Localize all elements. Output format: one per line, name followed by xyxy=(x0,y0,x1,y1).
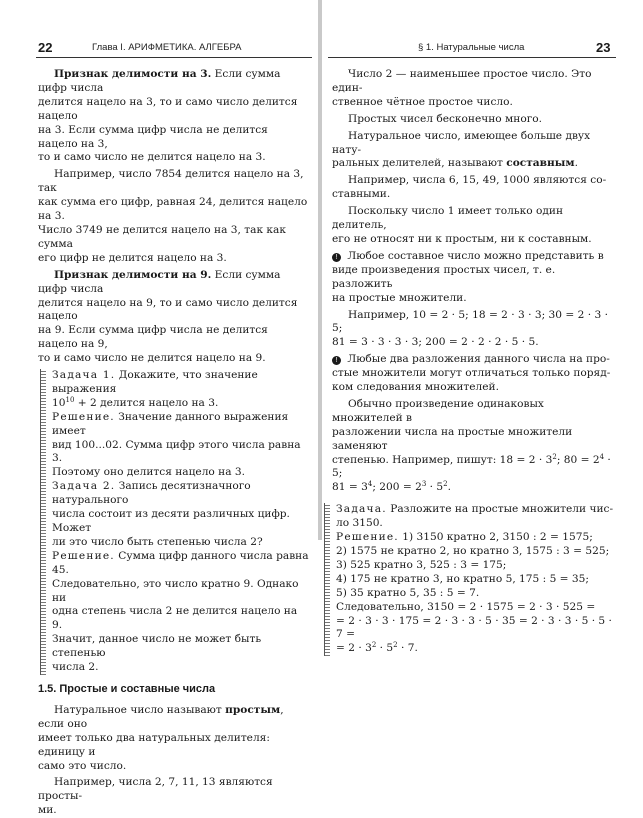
text-line: Сумма цифр данного числа равна 45. xyxy=(52,549,309,576)
rule-title: Признак делимости на 9. xyxy=(54,268,212,281)
text-part: . xyxy=(447,481,451,494)
text-line: разложении числа на простые множители заменяют xyxy=(332,425,573,452)
paragraph xyxy=(38,269,310,297)
text-line: Значение данного выражения имеет xyxy=(52,410,289,437)
text-part: , если оно xyxy=(38,703,284,730)
running-header: § 1. Натуральные числа xyxy=(418,42,525,53)
exponent: 2 xyxy=(371,641,377,650)
text-part: = 2 · 3 xyxy=(336,642,372,655)
exponent: 2 xyxy=(552,452,557,461)
text-part: 81 = 3 xyxy=(332,481,368,494)
header-rule xyxy=(36,57,312,58)
text-line: Докажите, что значение выражения xyxy=(52,369,258,395)
text-part: ; 200 = 2 xyxy=(372,481,422,494)
text-line: само это число. xyxy=(38,759,127,772)
text-part: Натуральное число называют xyxy=(54,703,226,716)
text-part: Любое составное число можно представить в xyxy=(344,249,604,262)
text-part: . xyxy=(574,157,578,170)
task-label: Задача 2. xyxy=(52,480,116,493)
paragraph xyxy=(38,704,310,732)
text-line: 4) 175 не кратно 3, но кратно 5, 175 : 5 = 35; xyxy=(336,572,589,585)
page-number: 23 xyxy=(596,40,611,55)
text-line: его цифр не делится нацело на 3. xyxy=(38,251,227,264)
text-part: степенью. Например, пишут: 18 = 2 · 3 xyxy=(332,453,553,466)
left-page xyxy=(0,0,318,817)
exponent: 2 xyxy=(443,480,448,489)
text-line: ло 3150. xyxy=(336,517,383,530)
solution-label: Решение. xyxy=(336,531,399,544)
text-line: 81 = 3 · 3 · 3 · 3; 200 = 2 · 2 · 2 · 5 · 5. xyxy=(332,336,539,349)
text-line: ми. xyxy=(38,804,57,817)
exponent: 4 xyxy=(599,452,605,461)
text-part: + 2 делится нацело на 3. xyxy=(74,396,219,409)
text-line: 5) 35 кратно 5, 35 : 5 = 7. xyxy=(336,586,480,599)
text-line: виде произведения простых чисел, т. е. разложить xyxy=(332,263,556,290)
exclamation-icon: ! xyxy=(332,253,341,262)
header-rule xyxy=(328,57,616,58)
exponent: 10 xyxy=(65,395,75,404)
text-line: делится нацело на 3, то и само число делится нацело xyxy=(38,95,298,122)
text-line: имеет только два натуральных делителя: единицу и xyxy=(38,731,270,758)
text-line: Простых чисел бесконечно много. xyxy=(348,112,543,125)
text-line xyxy=(332,157,614,171)
text-part: ; 80 = 2 xyxy=(556,453,600,466)
text-line: на 3. Если сумма цифр числа не делится нацело на 3, xyxy=(38,123,268,150)
text-line: как сумма его цифр, равная 24, делится нацело на 3. xyxy=(38,196,308,223)
text-part: 10 xyxy=(52,396,66,409)
text-line: его не относят ни к простым, ни к составным. xyxy=(332,232,592,245)
text-part: Любые два разложения данного числа на про- xyxy=(344,353,610,366)
page-number: 22 xyxy=(38,40,53,55)
text-line: вид 100...02. Сумма цифр этого числа равна 3. xyxy=(52,438,301,465)
term: составным xyxy=(506,157,575,170)
text-part: · 5 xyxy=(426,481,444,494)
text-part: · 5; xyxy=(332,453,611,480)
text-line: ственное чётное простое число. xyxy=(332,95,513,108)
text-line: Натуральное число, имеющее больше двух нату- xyxy=(332,129,591,156)
text-line: стые множители могут отличаться только поряд- xyxy=(332,367,611,380)
text-line xyxy=(332,353,614,367)
text-line: числа 2. xyxy=(52,661,99,674)
text-line: Разложите на простые множители чис- xyxy=(386,503,614,516)
text-line: Следовательно, 3150 = 2 · 1575 = 2 · 3 · 525 = xyxy=(336,600,596,613)
text-line: Запись десятизначного натурального xyxy=(52,480,251,507)
right-page xyxy=(322,0,643,655)
text-line: Следовательно, это число кратно 9. Однако ни xyxy=(52,577,299,604)
task-label: Задача 1. xyxy=(52,369,116,382)
text-line: на простые множители. xyxy=(332,291,467,304)
text-line xyxy=(332,250,614,264)
task-box xyxy=(322,503,614,656)
rule-title: Признак делимости на 3. xyxy=(54,68,212,80)
exponent: 2 xyxy=(393,641,398,650)
text-line: Число 2 — наименьшее простое число. Это един- xyxy=(332,68,592,94)
task-label: Задача. xyxy=(336,503,387,516)
text-line: Например, число 7854 делится нацело на 3, так xyxy=(38,168,304,195)
task-margin-bar xyxy=(324,503,330,656)
task-margin-bar xyxy=(40,369,46,675)
text-line: делится нацело на 9, то и само число делится нацело xyxy=(38,296,298,323)
text-line: одна степень числа 2 не делится нацело на 9. xyxy=(52,605,298,632)
solution-label: Решение. xyxy=(52,549,115,562)
text-line xyxy=(332,481,614,495)
text-line: на 9. Если сумма цифр числа не делится нацело на 9, xyxy=(38,324,268,351)
text-line: Например, числа 2, 7, 11, 13 являются просты- xyxy=(38,776,273,803)
text-line: ли это число быть степенью числа 2? xyxy=(52,535,263,548)
text-part: · 7. xyxy=(397,642,418,655)
text-line: Например, 10 = 2 · 5; 18 = 2 · 3 · 3; 30 = 2 · 3 · 5; xyxy=(332,308,608,335)
term: простым xyxy=(225,703,281,716)
text-line xyxy=(336,642,614,656)
exclamation-icon: ! xyxy=(332,356,341,365)
left-body xyxy=(38,68,310,818)
text-line: Если сумма цифр числа xyxy=(38,268,281,295)
paragraph xyxy=(38,68,310,96)
text-line: = 2 · 3 · 3 · 175 = 2 · 3 · 3 · 5 · 35 = 2 · 3 · 3 · 5 · 5 · 7 = xyxy=(336,614,612,641)
text-line xyxy=(332,454,614,482)
text-line: 2) 1575 не кратно 2, но кратно 3, 1575 : 3 = 525; xyxy=(336,545,610,557)
text-part: · 5 xyxy=(376,642,394,655)
exponent: 4 xyxy=(367,480,373,489)
text-line xyxy=(52,397,310,411)
text-line: Поэтому оно делится нацело на 3. xyxy=(52,466,246,479)
text-line: Например, числа 6, 15, 49, 1000 являются со- xyxy=(348,174,607,187)
text-line: ком следования множителей. xyxy=(332,381,499,394)
running-header: Глава I. АРИФМЕТИКА. АЛГЕБРА xyxy=(92,42,242,53)
right-body xyxy=(332,68,614,656)
text-line: 3) 525 кратно 3, 525 : 3 = 175; xyxy=(336,558,507,571)
solution-label: Решение. xyxy=(52,410,115,423)
text-line: числа состоит из десяти различных цифр. Может xyxy=(52,508,290,534)
text-line: то и само число не делится нацело на 9. xyxy=(38,352,266,365)
exponent: 3 xyxy=(421,480,427,489)
text-line: Число 3749 не делится нацело на 3, так как сумма xyxy=(38,223,286,250)
text-line: то и само число не делится нацело на 3. xyxy=(38,151,266,164)
text-line: Обычно произведение одинаковых множителей в xyxy=(332,397,544,424)
text-line: ставными. xyxy=(332,188,391,201)
text-part: ральных делителей, называют xyxy=(332,157,507,170)
section-title: 1.5. Простые и составные числа xyxy=(38,682,216,695)
text-line: Значит, данное число не может быть степенью xyxy=(52,633,262,660)
text-line: Поскольку число 1 имеет только один делитель, xyxy=(332,205,564,232)
text-line: Если сумма цифр числа xyxy=(38,68,281,94)
text-line: 1) 3150 кратно 2, 3150 : 2 = 1575; xyxy=(398,531,593,544)
task-box xyxy=(38,369,310,675)
